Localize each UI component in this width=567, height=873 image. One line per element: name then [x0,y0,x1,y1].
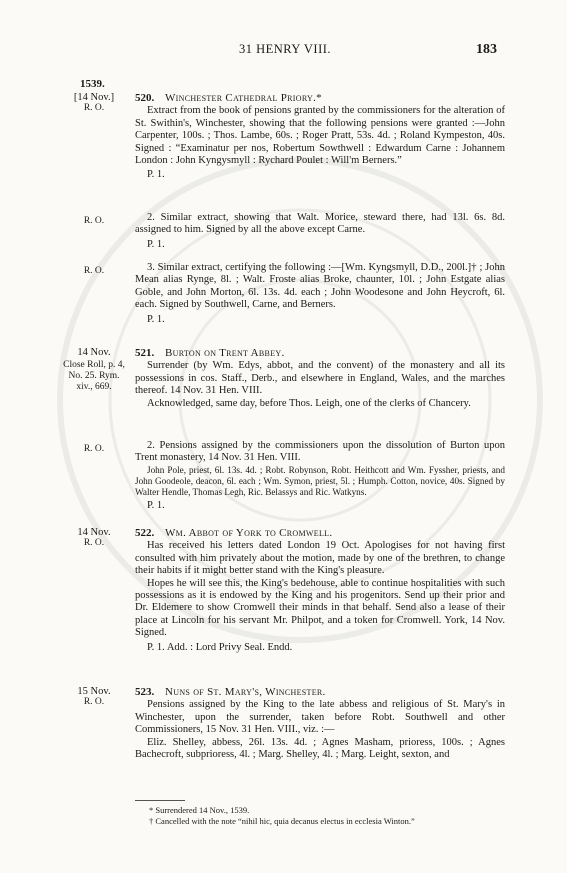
entry-date: [14 Nov.] [73,92,115,103]
entry-heading [135,347,505,359]
entry-heading [135,686,505,698]
marginal-reference: R. O. [83,538,105,548]
entry-number: 520. [135,92,155,104]
entry-number: 522. [135,527,155,539]
entry-date: 15 Nov. [77,686,111,697]
marginal-reference: Close Roll, p. 4, No. 25. Rym. xiv., 669. [63,360,125,392]
entry-date: 14 Nov. [77,347,111,358]
entry-smallprint: John Pole, priest, 6l. 13s. 4d. ; Robt. Robynson, Robt. Heithcott and Wm. Fyssher, priests, and John Goodeole, deacon, 6l. each ; Wm. Symon, priest, 5l. ; Humph. Cotton, novice, 40s. Signed by Walter Hendle, Thomas Legh, Ric. Belassys and Ric. Watkyns. [135,464,505,497]
marginal-reference: R. O. [83,103,105,113]
entry-pages: P. 1. [147,238,165,250]
entry-text-continued: Eliz. Shelley, abbess, 26l. 13s. 4d. ; Agnes Masham, prioress, 100s. ; Agnes Bachecroft, subprioress, 4l. ; Marg. Shelley, 4l. ; Marg. Leight, sexton, and [135,736,505,761]
entry-title: Wm. Abbot of York to Cromwell. [165,527,333,539]
entry-pages: P. 1. [147,313,165,325]
entry-text-continued: Hopes he will see this, the King's bedehouse, able to continue hospitalities with such possessions as it is endowed by the King and his progenitors. Send up their prior and Dr. Eldemere to show Cromwell their minds in that behalf. Send also a lease of their place at Lincoln for his servant Mr. Philpot, and a token for Cromwell. York, 14 Nov. Signed. [135,577,505,639]
marginal-reference: R. O. [83,697,105,707]
entry-pages: P. 1. [147,169,165,181]
entry-text: 2. Similar extract, showing that Walt. Morice, steward there, had 13l. 6s. 8d. assigned to him. Signed by all the above except Carne. [135,212,505,236]
marginal-reference: R. O. [83,266,105,276]
entry-text-continued: Acknowledged, same day, before Thos. Leigh, one of the clerks of Chancery. [147,397,471,409]
entry-title: Nuns of St. Mary's, Winchester. [165,686,326,698]
footnotes [135,800,505,827]
footnote: * Surrendered 14 Nov., 1539. [149,805,250,815]
year-marker: 1539. [80,78,105,90]
entry-text: 2. Pensions assigned by the commissioners upon the dissolution of Burton upon Trent monastery, 14 Nov. 31 Hen. VIII. [135,440,505,464]
entry-number: 521. [135,347,155,359]
footnote: † Cancelled with the note “nihil hic, quia decanus electus in ecclesia Winton.” [149,816,415,826]
footnote-rule [135,800,185,801]
page-number: 183 [476,42,497,57]
entry-text: Surrender (by Wm. Edys, abbot, and the convent) of the monastery and all its possessions in cos. Staff., Derb., and elsewhere in England, Wales, and the marches thereof. 14 Nov. 31 Hen. VIII. [135,360,505,397]
entry-date: 14 Nov. [77,527,111,538]
entry-number: 523. [135,686,155,698]
marginal-reference: R. O. [83,216,105,226]
entry-pages: P. 1. Add. : Lord Privy Seal. Endd. [147,641,293,653]
running-head [0,42,567,62]
entry-title: Burton on Trent Abbey. [165,347,285,359]
entry-pages: P. 1. [147,499,165,511]
marginal-reference: R. O. [83,444,105,454]
entry-title: Winchester Cathedral Priory.* [165,92,322,104]
entry-heading [135,527,505,539]
entry-text: Extract from the book of pensions granted by the commissioners for the alteration of St. Swithin's, Winchester, showing that the following pensions were granted :—John Carpenter, 100s. ; Thos. Lambe, 60s. ; Roger Pratt, 53s. 4d. ; Roland Kympeston, 40s. Signed : “Examinatur per nos, Robertum Sowthwell : Edwardum Carne : Johannem London : John Kyngysmyll : Rychard Poulet : Will'm Berners.” [135,105,505,167]
entry-text: 3. Similar extract, certifying the following :—[Wm. Kyngsmyll, D.D., 200l.]† ; John Mean alias Rynge, 8l. ; Walt. Froste alias Broke, chaunter, 10l. ; John Estgate alias Goble, and John Morton, 6l. 13s. 4d. each ; John Woodesone and John Heycroft, 6l. each. Signed by Southwell, Carne, and Berners. [135,262,505,311]
entry-text: Has received his letters dated London 19 Oct. Apologises for not having first consulted with him privately about the motion, made by one of the brethren, to change their habits if it might better stand with the King's pleasure. [135,540,505,577]
running-title: 31 HENRY VIII. [238,42,332,56]
entry-text: Pensions assigned by the King to the late abbess and religious of St. Mary's in Winchester, upon the surrender, taken before Robt. Southwell and other Commissioners, 15 Nov. 31 Hen. VIII., viz. :— [135,699,505,736]
entry-heading [135,92,505,104]
